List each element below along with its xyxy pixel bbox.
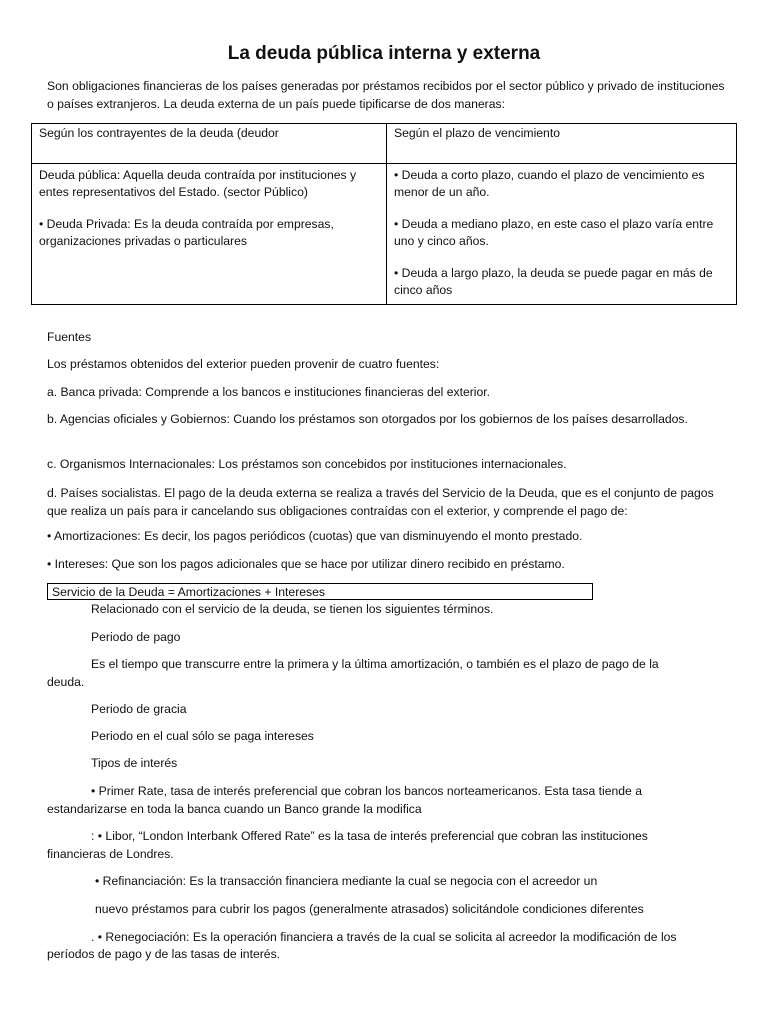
source-b: b. Agencias oficiales y Gobiernos: Cuando los préstamos son otorgados por los gobiernos de los países desarrollados.	[47, 412, 688, 426]
amortizaciones-item: • Amortizaciones: Es decir, los pagos periódicos (cuotas) que van disminuyendo el monto prestado.	[47, 529, 583, 543]
intro-paragraph: Son obligaciones financieras de los países generadas por préstamos recibidos por el sector público y privado de instituciones o países extranjeros. La deuda externa de un país puede tipificarse de dos maneras:	[47, 79, 725, 111]
terms-intro: Relacionado con el servicio de la deuda, se tienen los siguientes términos.	[91, 602, 494, 616]
sources-heading: Fuentes	[47, 330, 92, 344]
debt-types-table	[31, 123, 737, 305]
table-row	[32, 164, 737, 305]
refinanciacion-line-1: • Refinanciación: Es la transacción financiera mediante la cual se negocia con el acreedor un	[95, 874, 598, 888]
periodo-pago-text-cont: deuda.	[47, 675, 85, 689]
libor-line-2: financieras de Londres.	[47, 847, 174, 861]
table-cell-debtor	[32, 164, 387, 305]
periodo-pago-text: Es el tiempo que transcurre entre la primera y la última amortización, o también es el plazo de pago de la	[91, 657, 659, 671]
intereses-item: • Intereses: Que son los pagos adicionales que se hace por utilizar dinero recibido en préstamo.	[47, 557, 565, 571]
prime-rate-line-2: estandarizarse en toda la banca cuando un Banco grande la modifica	[47, 802, 422, 816]
renegociacion-line-2: períodos de pago y de las tasas de interés.	[47, 947, 281, 961]
refinanciacion-line-2: nuevo préstamos para cubrir los pagos (generalmente atrasados) solicitándole condiciones diferentes	[95, 902, 644, 916]
prime-rate-line-1: • Primer Rate, tasa de interés preferencial que cobran los bancos norteamericanos. Esta tasa tiende a	[91, 784, 642, 798]
table-header-maturity: Según el plazo de vencimiento	[387, 124, 737, 164]
document-title: La deuda pública interna y externa	[227, 43, 541, 64]
private-debt-text: • Deuda Privada: Es la deuda contraída por empresas, organizaciones privadas o particulares	[39, 217, 334, 248]
renegociacion-line-1: . • Renegociación: Es la operación financiera a través de la cual se solicita al acreedor la modificación de los	[91, 930, 677, 944]
periodo-gracia-text: Periodo en el cual sólo se paga intereses	[91, 729, 314, 743]
sources-intro: Los préstamos obtenidos del exterior pueden provenir de cuatro fuentes:	[47, 357, 440, 371]
periodo-pago-heading: Periodo de pago	[91, 630, 181, 644]
table-header-debtor: Según los contrayentes de la deuda (deudor	[32, 124, 387, 164]
source-a: a. Banca privada: Comprende a los bancos e instituciones financieras del exterior.	[47, 385, 491, 399]
periodo-gracia-heading: Periodo de gracia	[91, 702, 187, 716]
libor-line-1: : • Libor, “London Interbank Offered Rate” es la tasa de interés preferencial que cobran las instituciones	[91, 829, 648, 843]
short-term-text: • Deuda a corto plazo, cuando el plazo de vencimiento es menor de un año.	[394, 168, 705, 199]
debt-service-formula: Servicio de la Deuda = Amortizaciones + Intereses	[47, 583, 593, 600]
source-c: c. Organismos Internacionales: Los préstamos son concebidos por instituciones internacionales.	[47, 457, 567, 471]
table-header-row	[32, 124, 737, 164]
tipos-interes-heading: Tipos de interés	[91, 756, 178, 770]
public-debt-text: Deuda pública: Aquella deuda contraída por instituciones y entes representativos del Estado. (sector Público)	[39, 168, 357, 199]
medium-term-text: • Deuda a mediano plazo, en este caso el plazo varía entre uno y cinco años.	[394, 217, 714, 248]
source-d: d. Países socialistas. El pago de la deuda externa se realiza a través del Servicio de la Deuda, que es el conjunto de pagos que realiza un país para ir cancelando sus obligaciones contraídas con el exterior, y comprende el pago de:	[47, 486, 714, 518]
table-cell-maturity	[387, 164, 737, 305]
long-term-text: • Deuda a largo plazo, la deuda se puede pagar en más de cinco años	[394, 266, 713, 297]
